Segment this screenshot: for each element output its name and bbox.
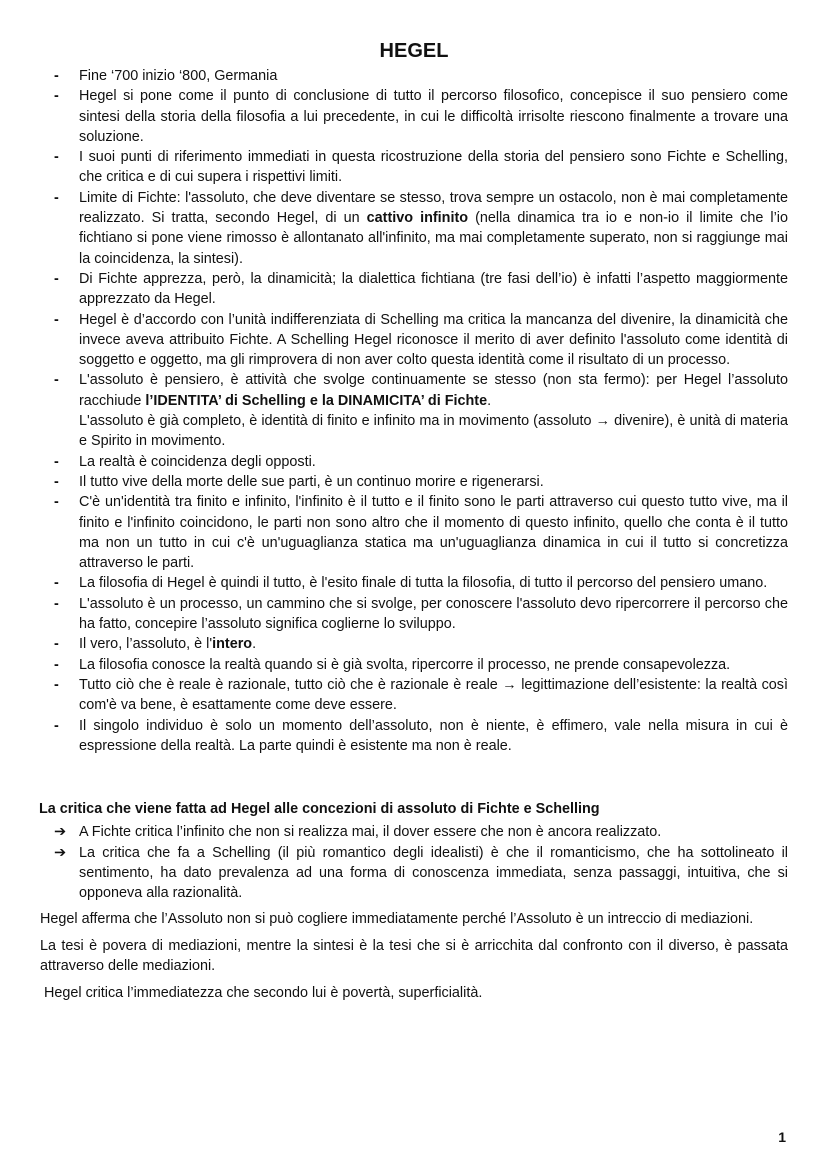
text-run: Il vero, l’assoluto, è l' [79, 636, 213, 653]
bullet-item [40, 66, 788, 86]
bullet-dash-icon: - [54, 656, 59, 673]
bullet-text [79, 269, 788, 310]
bullet-item [40, 86, 788, 147]
bullet-item [40, 310, 788, 371]
text-run: Il tutto vive della morte delle sue parti, è un continuo morire e rigenerarsi. [79, 473, 544, 490]
bullet-dash-icon: - [54, 149, 59, 166]
text-run: Di Fichte apprezza, però, la dinamicità; la dialettica fichtiana (tre fasi dell’io) è infatti l’aspetto maggiormente apprezzato da Hegel. [79, 270, 788, 308]
bullet-item [40, 269, 788, 310]
bullet-text [79, 634, 788, 654]
text-run: La filosofia conosce la realtà quando si è già svolta, ripercorre il processo, ne prende consapevolezza. [79, 656, 731, 673]
bullet-dash-icon: - [54, 717, 59, 734]
text-run: I suoi punti di riferimento immediati in questa ricostruzione della storia del pensiero sono Fichte e Schelling, che critica e di cui supera i rispettivi limiti. [79, 149, 788, 186]
text-run: . [487, 392, 492, 409]
bullet-text [79, 573, 788, 593]
text-run: Il singolo individuo è solo un momento dell’assoluto, non è niente, è effimero, vale nella misura in cui è espressione della realtà. La parte quindi è esistente ma non è reale. [79, 717, 788, 754]
arrow-icon: ➔ [54, 844, 67, 861]
bullet-dash-icon: - [54, 473, 59, 490]
critique-section [40, 799, 788, 1004]
bullet-text [79, 147, 788, 188]
bullet-dash-icon: - [54, 494, 59, 511]
text-run: Hegel si pone come il punto di conclusione di tutto il percorso filosofico, concepisce il suo pensiero come sintesi della storia della filosofia a lui precedente, in cui le difficoltà irrisolte riescono finalmente a trovare una soluzione. [79, 88, 788, 145]
text-run: (nella dinamica tra io e non-io il limite che l’io fichtiano si pone viene rimosso è allontanato all'infinito, ma mai completamente superato, non si raggiunge mai la coincidenza, la sintesi). [79, 210, 788, 267]
bold-text: cattivo infinito [366, 210, 469, 227]
text-run: . [252, 636, 257, 653]
bullet-item [40, 492, 788, 573]
bullet-text [79, 594, 788, 635]
bullet-extra-text: L'assoluto è già completo, è identità di finito e infinito ma in movimento (assoluto → divenire), è unità di materia e Spirito in movimento. [79, 413, 788, 450]
bullet-text [79, 370, 788, 411]
text-run: Hegel è d’accordo con l’unità indifferenziata di Schelling ma critica la mancanza del divenire, la dinamicità che invece aveva attribuito Fichte. A Schelling Hegel riconosce il merito di aver definito l'assoluto come identità di soggetto e oggetto, ma gli rimprovera di non aver colto questa identità come il risultato di un processo. [79, 311, 788, 369]
bullet-item [40, 472, 788, 492]
bullet-text [79, 472, 788, 492]
bold-text: l’IDENTITA’ di Schelling e la DINAMICITA’ di Fichte [145, 392, 488, 409]
bullet-dash-icon: - [54, 311, 59, 328]
bullet-dash-icon: - [54, 270, 59, 287]
bullet-text [79, 310, 788, 371]
paragraph: Hegel critica l’immediatezza che secondo lui è povertà, superficialità. [40, 985, 483, 1002]
bullet-item [40, 716, 788, 757]
bullet-item [40, 188, 788, 269]
bullet-text [79, 66, 788, 86]
text-run: Limite di Fichte: l'assoluto, che deve diventare se stesso, trova sempre un ostacolo, non è mai completamente realizzato. Si tratta, secondo Hegel, di un [79, 189, 788, 227]
critique-item [40, 822, 788, 842]
page-number: 1 [778, 1129, 786, 1145]
text-run: La filosofia di Hegel è quindi il tutto, è l'esito finale di tutta la filosofia, di tutto il percorso del pensiero umano. [79, 575, 768, 592]
bullet-item [40, 147, 788, 188]
bullet-item [40, 675, 788, 716]
text-run: La realtà è coincidenza degli opposti. [79, 453, 316, 470]
bullet-text [79, 86, 788, 147]
paragraph: Hegel afferma che l’Assoluto non si può cogliere immediatamente perché l’Assoluto è un intreccio di mediazioni. [40, 911, 754, 928]
paragraph: La tesi è povera di mediazioni, mentre la sintesi è la tesi che si è arricchita dal confronto con il diverso, è passata attraverso delle mediazioni. [40, 937, 788, 975]
bullet-text [79, 452, 788, 472]
critique-text: A Fichte critica l’infinito che non si realizza mai, il dover essere che non è ancora realizzato. [79, 824, 662, 841]
bullet-text [79, 492, 788, 573]
bullet-item [40, 452, 788, 472]
critique-heading: La critica che viene fatta ad Hegel alle concezioni di assoluto di Fichte e Schelling [39, 801, 600, 817]
bullet-item [40, 655, 788, 675]
bullet-dash-icon: - [54, 189, 59, 206]
text-run: L'assoluto è un processo, un cammino che si svolge, per conoscere l'assoluto devo ripercorrere il percorso che ha fatto, concepire l’assoluto significa coglierne lo sviluppo. [79, 595, 788, 633]
arrow-icon: ➔ [54, 824, 67, 841]
bullet-dash-icon: - [54, 372, 59, 389]
critique-list [40, 822, 788, 903]
bullet-dash-icon: - [54, 575, 59, 592]
bullet-text [79, 675, 788, 716]
text-run: L'assoluto è pensiero, è attività che svolge continuamente se stesso (non sta fermo): per Hegel l’assoluto racchiude [79, 372, 788, 409]
bullet-dash-icon: - [54, 595, 59, 612]
bullet-item [40, 573, 788, 593]
bullet-text [79, 188, 788, 269]
bullet-item [40, 634, 788, 654]
critique-text: La critica che fa a Schelling (il più romantico degli idealisti) è che il romanticismo, che ha sottolineato il sentimento, ha dato prevalenza ad una forma di conoscenza immediata, senza passaggi, intuitiva, che si opponeva alla razionalità. [79, 844, 788, 902]
bold-text: intero [212, 636, 253, 653]
bullet-text [79, 655, 788, 675]
bullet-item [40, 594, 788, 635]
bullet-text [79, 716, 788, 757]
bullet-list [40, 66, 788, 756]
page-title: HEGEL [379, 40, 449, 62]
text-run: C'è un'identità tra finito e infinito, l'infinito è il tutto e il finito sono le parti attraverso cui questo tutto vive, ma il finito e l'infinito coincidono, le parti non sono altro che il momento di questo infinito, quello che conta è il tutto ma non un tutto in cui c'è un'uguaglianza statica ma un'uguaglianza dinamica in cui il tutto si concretizza attraverso le parti. [79, 494, 788, 572]
bullet-dash-icon: - [54, 68, 59, 84]
text-run: Tutto ciò che è reale è razionale, tutto ciò che è razionale è reale → legittimazione dell’esistente: la realtà così com'è va bene, è esattamente come deve essere. [79, 676, 788, 714]
bullet-dash-icon: - [54, 636, 59, 653]
bullet-item [40, 370, 788, 451]
text-run: Fine ‘700 inizio ‘800, Germania [79, 68, 278, 84]
bullet-dash-icon: - [54, 453, 59, 470]
bullet-dash-icon: - [54, 676, 59, 693]
bullet-dash-icon: - [54, 88, 59, 105]
critique-item [40, 843, 788, 904]
